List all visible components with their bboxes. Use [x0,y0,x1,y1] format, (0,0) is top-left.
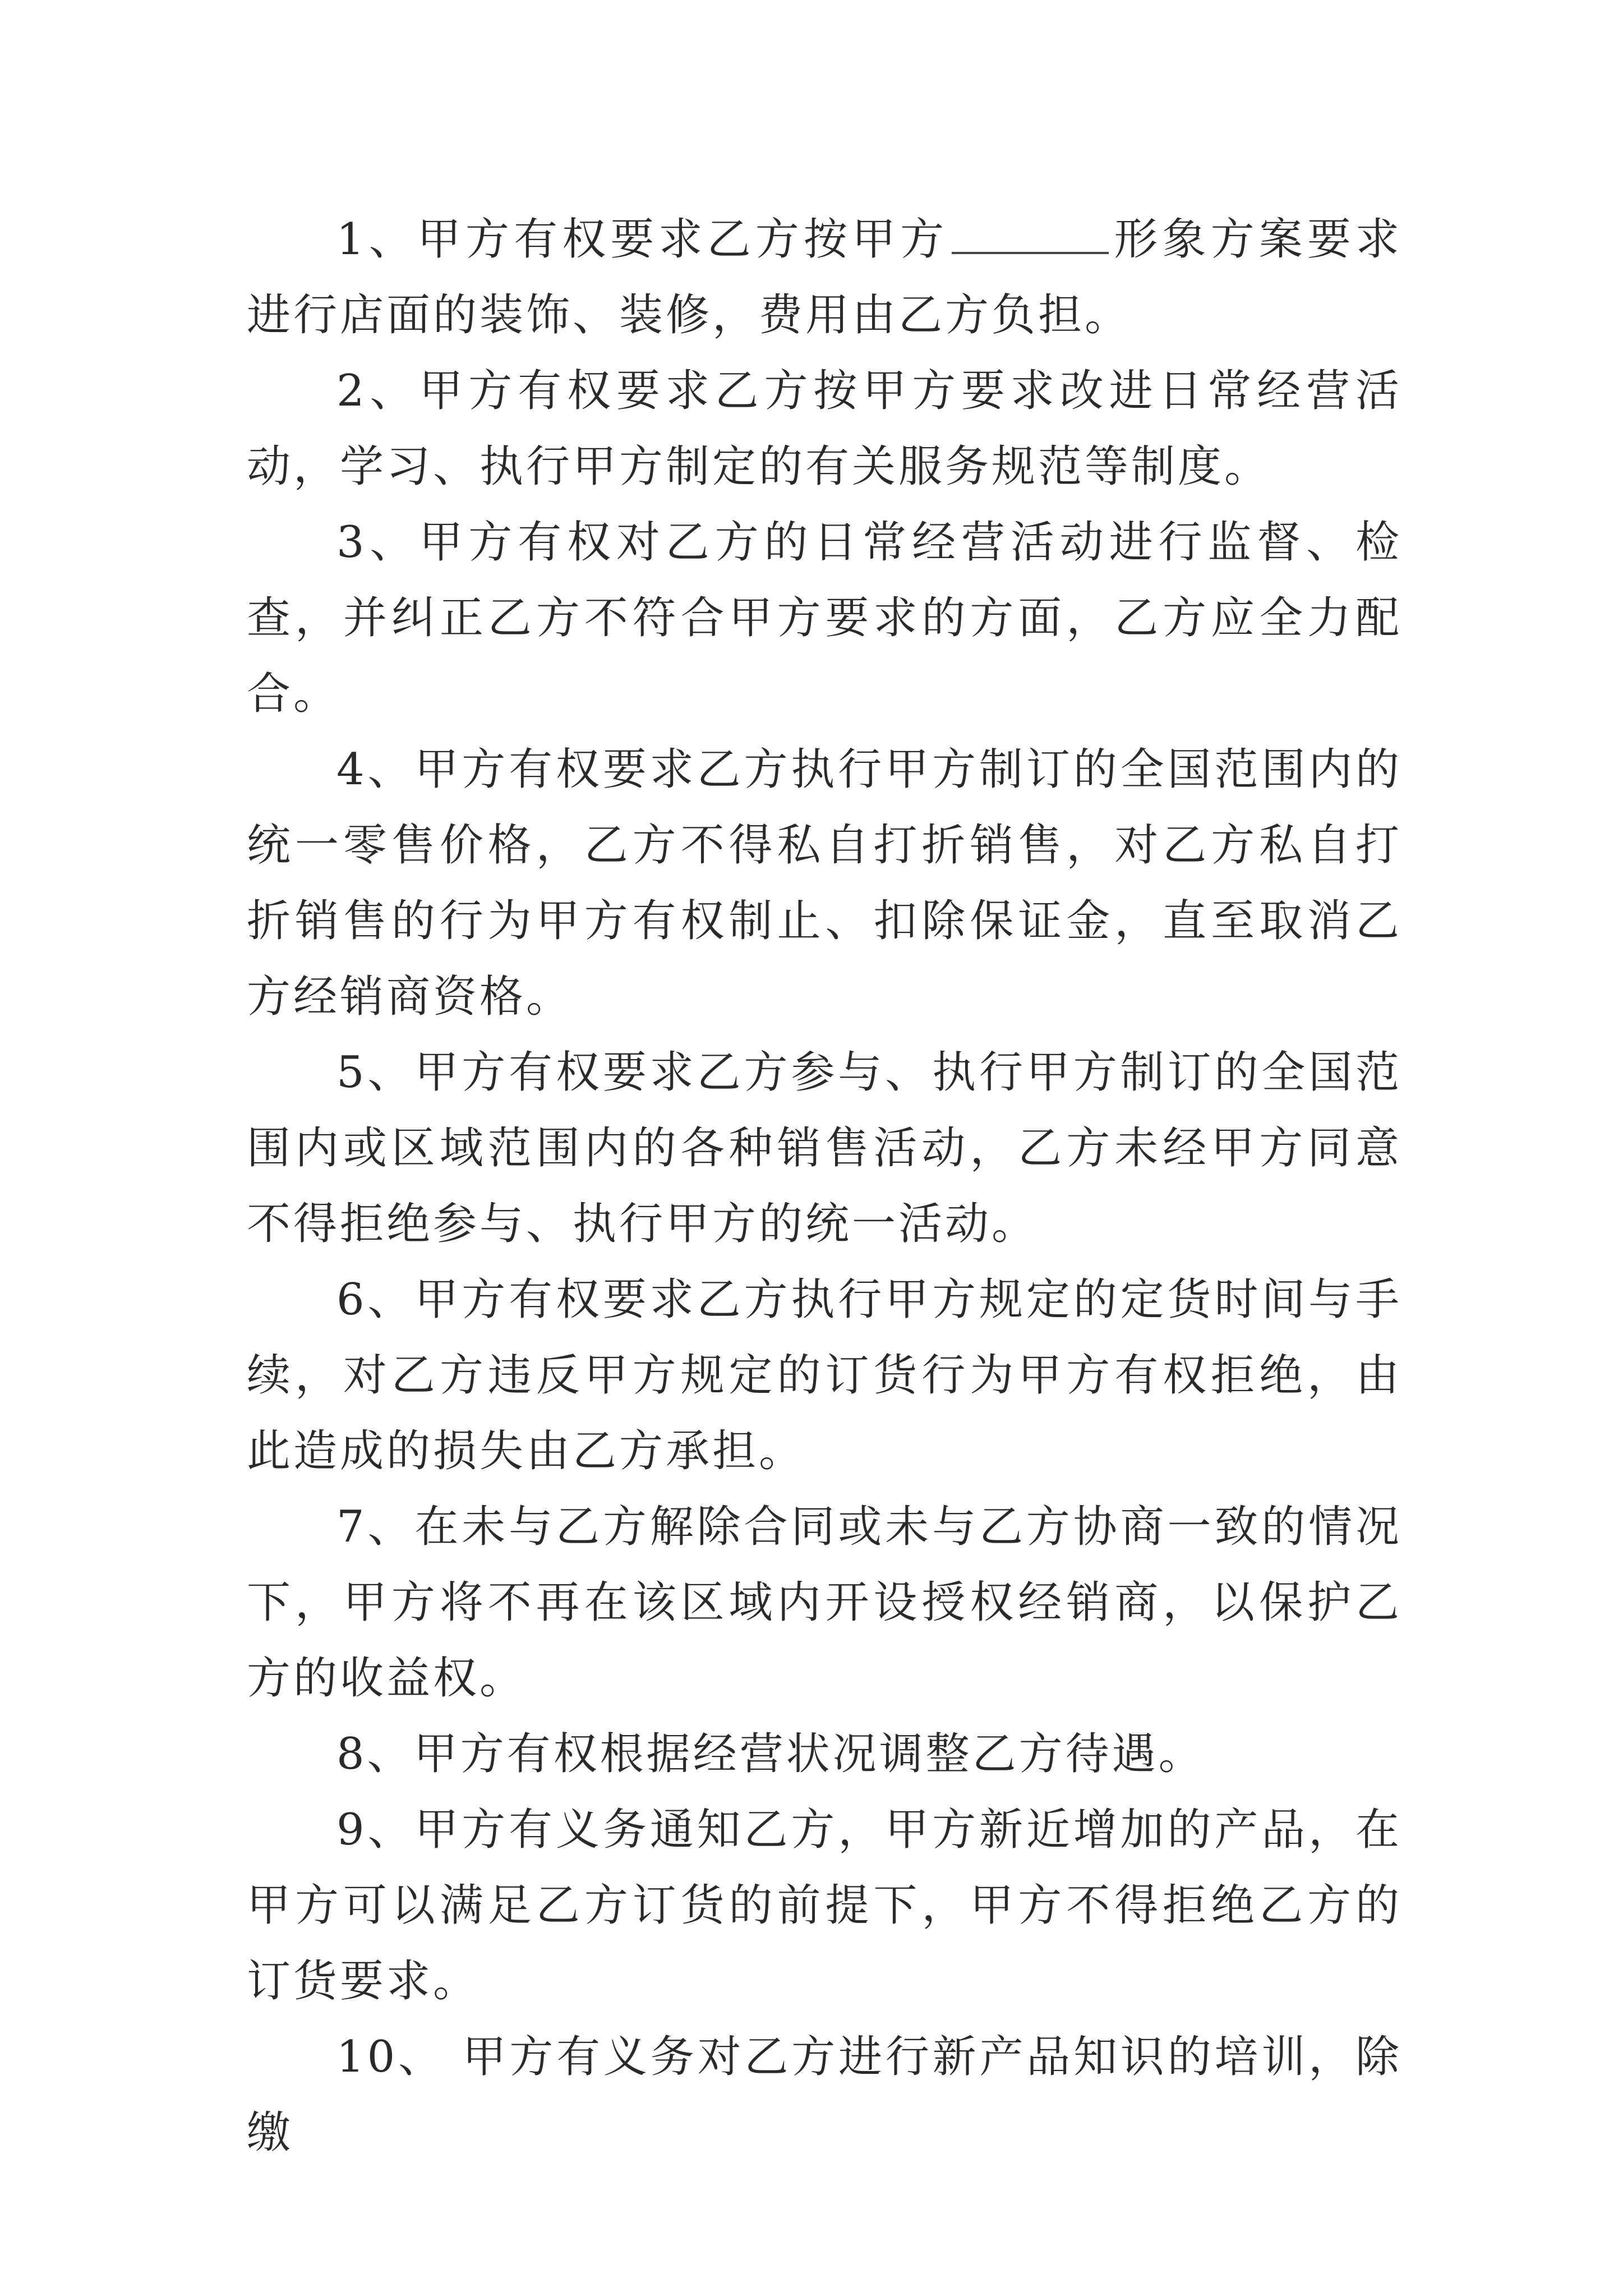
clause-1 [247,202,1402,353]
fill-in-blank [952,218,1109,254]
clause-2: 2、甲方有权要求乙方按甲方要求改进日常经营活动，学习、执行甲方制定的有关服务规范等制度。 [247,366,1402,492]
clause-4: 4、甲方有权要求乙方执行甲方制订的全国范围内的统一零售价格，乙方不得私自打折销售，对乙方私自打折销售的行为甲方有权制止、扣除保证金，直至取消乙方经销商资格。 [247,744,1402,1022]
document-body [247,202,1402,2171]
clause-10: 10、 甲方有义务对乙方进行新产品知识的培训，除缴 [247,2032,1402,2158]
clause-5: 5、甲方有权要求乙方参与、执行甲方制订的全国范围内或区域范围内的各种销售活动，乙方未经甲方同意不得拒绝参与、执行甲方的统一活动。 [247,1047,1402,1249]
clause-3: 3、甲方有权对乙方的日常经营活动进行监督、检查，并纠正乙方不符合甲方要求的方面，乙方应全力配合。 [247,517,1402,719]
clause-1-text-end: 形象方案要求进行店面的装饰、装修，费用由乙方负担。 [247,214,1402,341]
clause-7: 7、在未与乙方解除合同或未与乙方协商一致的情况下，甲方将不再在该区域内开设授权经销商，以保护乙方的收益权。 [247,1502,1402,1704]
clause-6: 6、甲方有权要求乙方执行甲方规定的定货时间与手续，对乙方违反甲方规定的订货行为甲方有权拒绝，由此造成的损失由乙方承担。 [247,1274,1402,1476]
clause-8: 8、甲方有权根据经营状况调整乙方待遇。 [336,1729,1205,1779]
clause-9: 9、甲方有义务通知乙方，甲方新近增加的产品，在甲方可以满足乙方订货的前提下，甲方不得拒绝乙方的订货要求。 [247,1805,1402,2007]
clause-1-text-start: 1、甲方有权要求乙方按甲方 [336,214,949,265]
